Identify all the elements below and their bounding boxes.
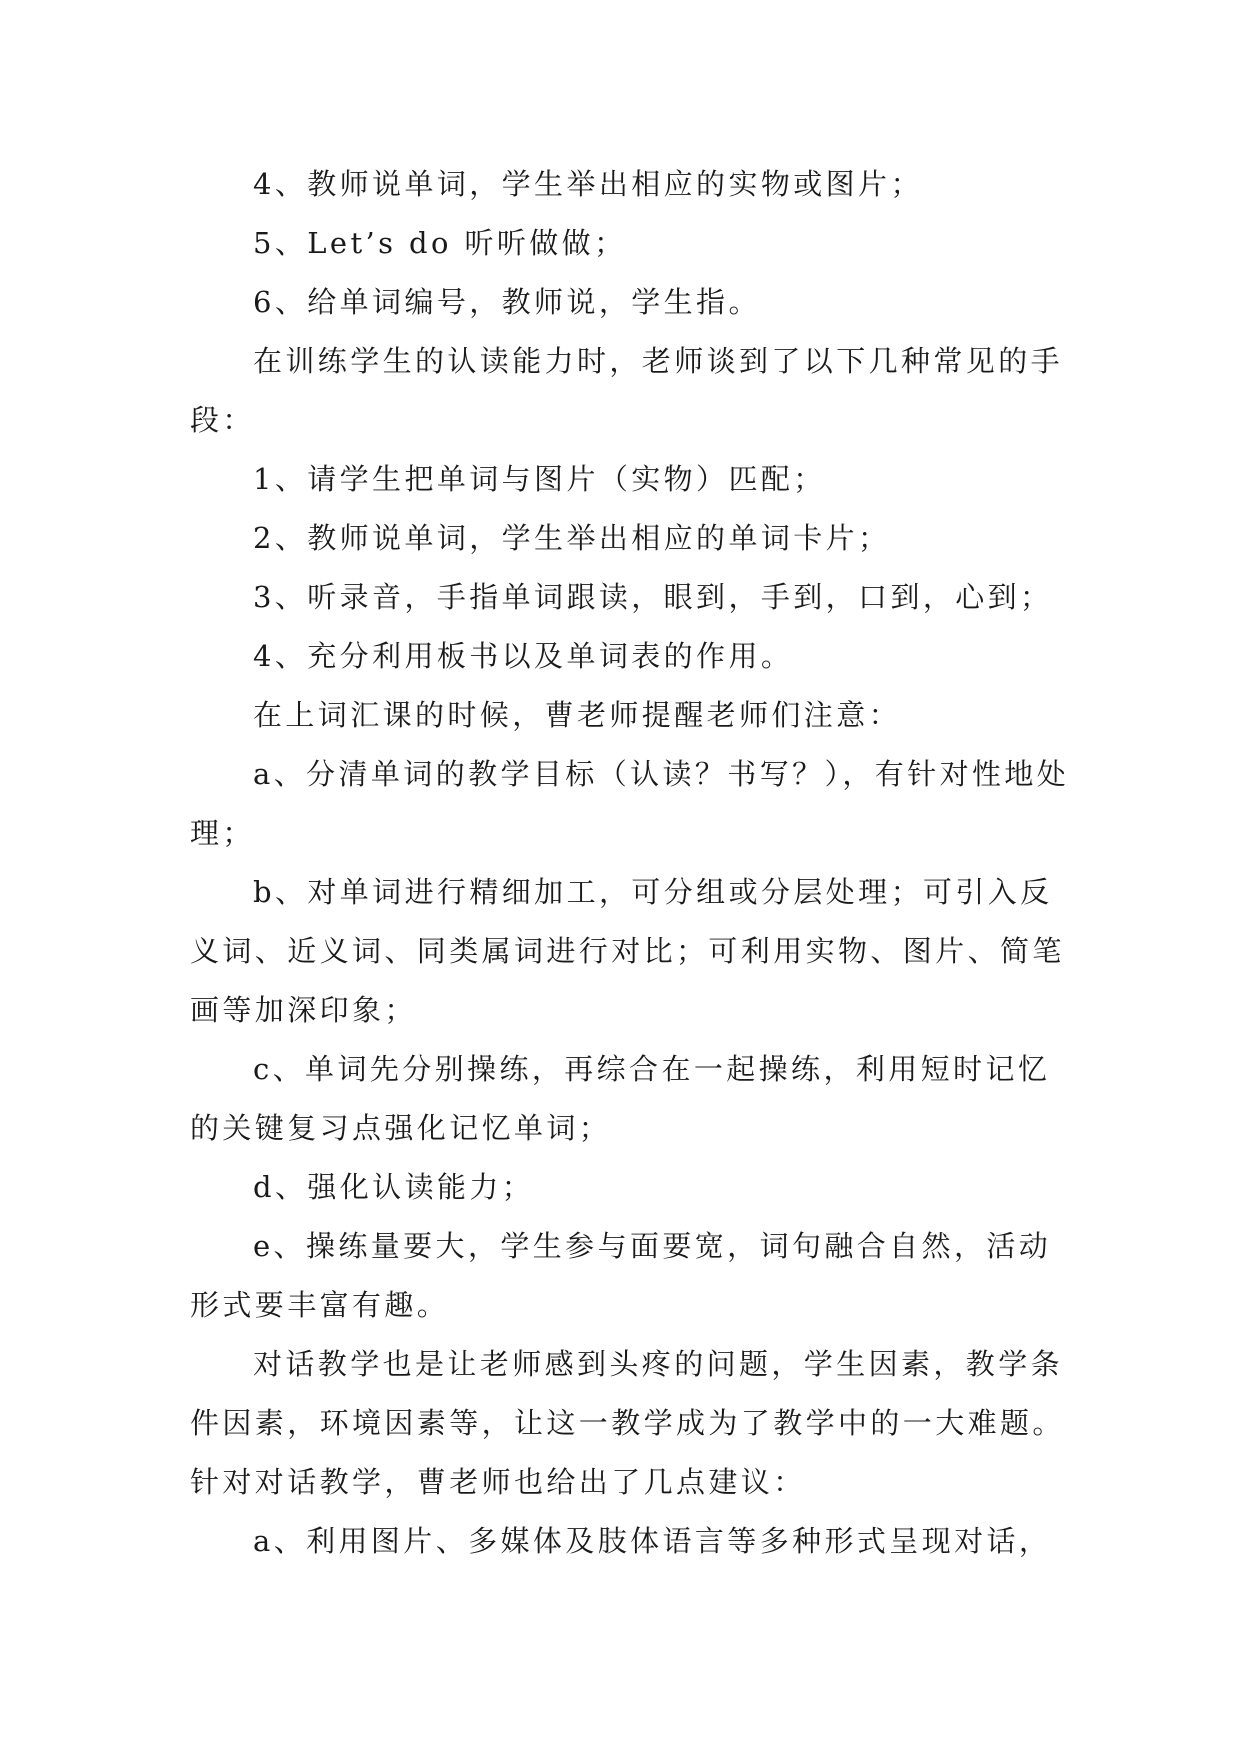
paragraph: 6、给单词编号，教师说，学生指。 (253, 285, 761, 319)
paragraph: 在训练学生的认读能力时，老师谈到了以下几种常见的手段： (190, 344, 1064, 437)
paragraph: 1、请学生把单词与图片（实物）匹配； (253, 462, 826, 496)
paragraph: 2、教师说单词，学生举出相应的单词卡片； (253, 521, 891, 555)
paragraph: 4、教师说单词，学生举出相应的实物或图片； (253, 167, 923, 201)
paragraph: 在上词汇课的时候，曹老师提醒老师们注意： (253, 698, 902, 732)
paragraph: 5、Let’s do 听听做做； (253, 226, 627, 260)
document-body (190, 155, 1070, 1571)
paragraph: e、操练量要大，学生参与面要宽，词句融合自然，活动形式要丰富有趣。 (190, 1229, 1052, 1322)
paragraph: 3、听录音，手指单词跟读，眼到，手到，口到，心到； (253, 580, 1053, 614)
paragraph: b、对单词进行精细加工，可分组或分层处理；可引入反义词、近义词、同类属词进行对比；可利用实物、图片、简笔画等加深印象； (190, 875, 1065, 1027)
paragraph: a、分清单词的教学目标（认读？书写？），有针对性地处理； (190, 757, 1070, 850)
paragraph: 对话教学也是让老师感到头疼的问题，学生因素，教学条件因素，环境因素等，让这一教学成为了教学中的一大难题。针对对话教学，曹老师也给出了几点建议： (190, 1347, 1065, 1499)
paragraph: a、利用图片、多媒体及肢体语言等多种形式呈现对话， (253, 1524, 1052, 1558)
paragraph: c、单词先分别操练，再综合在一起操练，利用短时记忆的关键复习点强化记忆单词； (190, 1052, 1051, 1145)
paragraph: 4、充分利用板书以及单词表的作用。 (253, 639, 794, 673)
paragraph: d、强化认读能力； (253, 1170, 535, 1204)
